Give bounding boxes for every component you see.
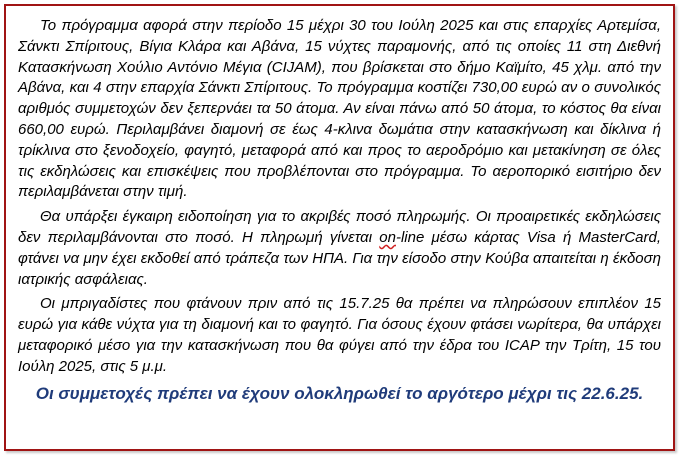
spellcheck-word: on <box>379 228 396 246</box>
payment-paragraph <box>18 207 661 290</box>
registration-deadline: Οι συμμετοχές πρέπει να έχουν ολοκληρωθεί το αργότερο μέχρι τις 22.6.25. <box>35 383 644 403</box>
payment-text-before: Θα υπάρξει έγκαιρη ειδοποίηση για το ακριβές ποσό πληρωμής. Οι προαιρετικές εκδηλώσεις δεν περιλαμβάνονται στο ποσό. Η πληρωμή γίνεται <box>18 208 661 246</box>
payment-text-after: -line μέσω κάρτας Visa ή MasterCard, φτάνει να μην έχει εκδοθεί από τράπεζα των ΗΠΑ. Για την είσοδο στην Κούβα απαιτείται η έκδοση ιατρικής ασφάλειας. <box>18 228 662 288</box>
early-arrival-paragraph: Οι μπριγαδίστες που φτάνουν πριν από τις 15.7.25 θα πρέπει να πληρώσουν επιπλέον 15 ευρώ για κάθε νύχτα για τη διαμονή και το φαγητό. Για όσους έχουν φτάσει νωρίτερα, θα υπάρχει μεταφορικό μέσο για την κατασκήνωση που θα φύγει από την έδρα του ICAP την Τρίτη, 15 του Ιούλη 2025, στις 5 μ.μ. <box>18 295 661 375</box>
document-body <box>18 16 661 404</box>
bordered-text-box <box>4 4 675 451</box>
program-details-paragraph: Το πρόγραμμα αφορά στην περίοδο 15 μέχρι 30 του Ιούλη 2025 και στις επαρχίες Αρτεμίσα, Σάνκτι Σπίριτους, Βίγια Κλάρα και Αβάνα, 15 νύχτες παραμονής, από τις οποίες 11 στη Διεθνή Κατασκήνωση Χούλιο Αντόνιο Μέγια (CIJAM), που βρίσκεται στο δήμο Καϊμίτο, 45 χλμ. από την Αβάνα, και 4 στην επαρχία Σάνκτι Σπίριτους. Το πρόγραμμα κοστίζει 730,00 ευρώ αν ο συνολικός αριθμός συμμετοχών δεν ξεπερνάει τα 50 άτομα. Αν είναι πάνω από 50 άτομα, το κόστος θα είναι 660,00 ευρώ. Περιλαμβάνει διαμονή σε έως 4-κλινα δωμάτια στην κατασκήνωση και δίκλινα ή τρίκλινα στο ξενοδοχείο, φαγητό, μεταφορά από και προς το αεροδρόμιο και μετακίνηση σε όλες τις εκδηλώσεις και επισκέψεις που προβλέπονται στο πρόγραμμα. Το αεροπορικό εισιτήριο δεν περιλαμβάνεται στην τιμή. <box>18 17 661 201</box>
